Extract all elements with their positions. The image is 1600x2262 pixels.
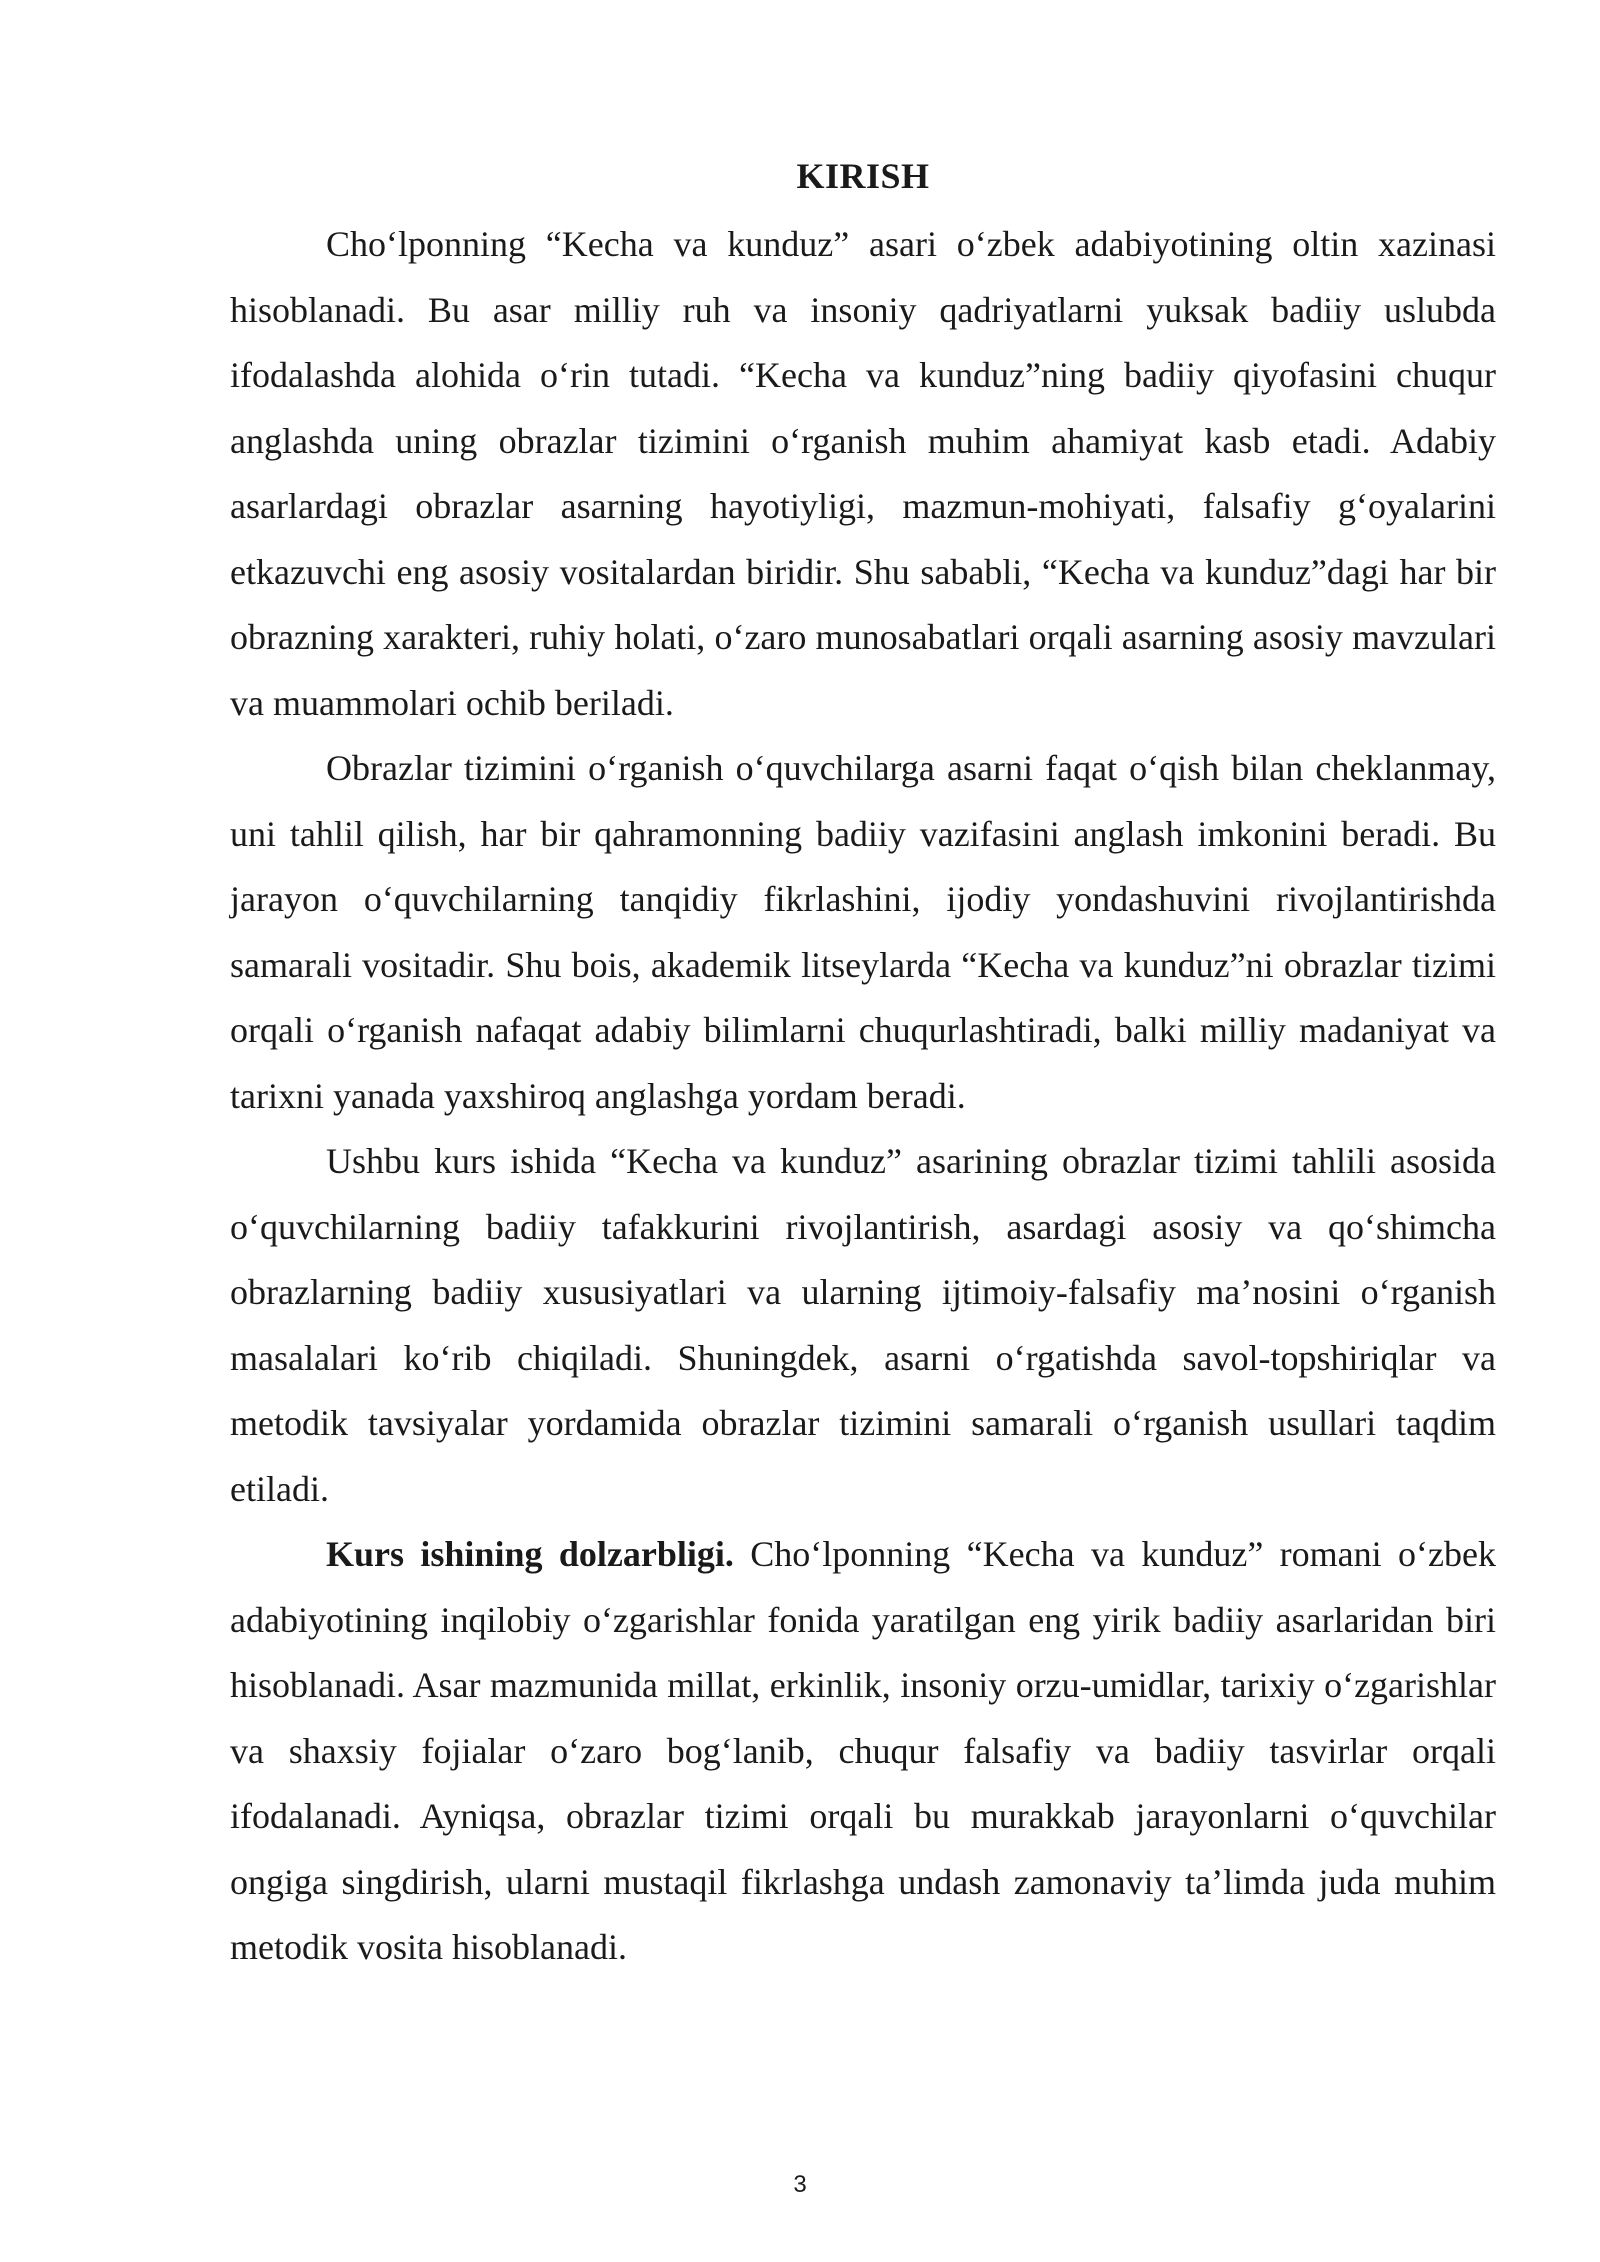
paragraph-text: Ushbu kurs ishida “Kecha va kunduz” asarining obrazlar tizimi tahlili asosida o‘quvchilarning badiiy tafakkurini rivojlantirish, asardagi asosiy va qo‘shimcha obrazlarning badiiy xususiyatlari va ularning ijtimoiy-falsafiy ma’nosini o‘rganish masalalari ko‘rib chiqiladi. Shuningdek, asarni o‘rgatishda savol-topshiriqlar va metodik tavsiyalar yordamida obrazlar tizimini samarali o‘rganish usullari taqdim etiladi. <box>230 1141 1496 1509</box>
paragraph-text: Obrazlar tizimini o‘rganish o‘quvchilarga asarni faqat o‘qish bilan cheklanmay, uni tahlil qilish, har bir qahramonning badiiy vazifasini anglash imkonini beradi. Bu jarayon o‘quvchilarning tanqidiy fikrlashini, ijodiy yondashuvini rivojlantirishda samarali vositadir. Shu bois, akademik litseylarda “Kecha va kunduz”ni obrazlar tizimi orqali o‘rganish nafaqat adabiy bilimlarni chuqurlashtiradi, balki milliy madaniyat va tarixni yanada yaxshiroq anglashga yordam beradi. <box>230 748 1496 1116</box>
document-page <box>230 148 1496 1981</box>
page-number: 3 <box>793 2171 807 2198</box>
paragraph-study-value <box>230 736 1496 1129</box>
paragraph-lead-heading: Kurs ishining dolzarbligi. <box>326 1534 734 1574</box>
paragraph-relevance <box>230 1522 1496 1981</box>
section-heading: KIRISH <box>796 156 930 196</box>
paragraph-intro <box>230 212 1496 736</box>
paragraph-text: Cho‘lponning “Kecha va kunduz” asari o‘zbek adabiyotining oltin xazinasi hisoblanadi. Bu asar milliy ruh va insoniy qadriyatlarni yuksak badiiy uslubda ifodalashda alohida o‘rin tutadi. “Kecha va kunduz”ning badiiy qiyofasini chuqur anglashda uning obrazlar tizimini o‘rganish muhim ahamiyat kasb etadi. Adabiy asarlardagi obrazlar asarning hayotiyligi, mazmun-mohiyati, falsafiy g‘oyalarini etkazuvchi eng asosiy vositalardan biridir. Shu sababli, “Kecha va kunduz”dagi har bir obrazning xarakteri, ruhiy holati, o‘zaro munosabatlari orqali asarning asosiy mavzulari va muammolari ochib beriladi. <box>230 224 1496 723</box>
paragraph-course-scope <box>230 1129 1496 1522</box>
paragraph-text: Cho‘lponning “Kecha va kunduz” romani o‘zbek adabiyotining inqilobiy o‘zgarishlar fonida yaratilgan eng yirik badiiy asarlaridan biri hisoblanadi. Asar mazmunida millat, erkinlik, insoniy orzu-umidlar, tarixiy o‘zgarishlar va shaxsiy fojialar o‘zaro bog‘lanib, chuqur falsafiy va badiiy tasvirlar orqali ifodalanadi. Ayniqsa, obrazlar tizimi orqali bu murakkab jarayonlarni o‘quvchilar ongiga singdirish, ularni mustaqil fikrlashga undash zamonaviy ta’limda juda muhim metodik vosita hisoblanadi. <box>230 1534 1496 1967</box>
